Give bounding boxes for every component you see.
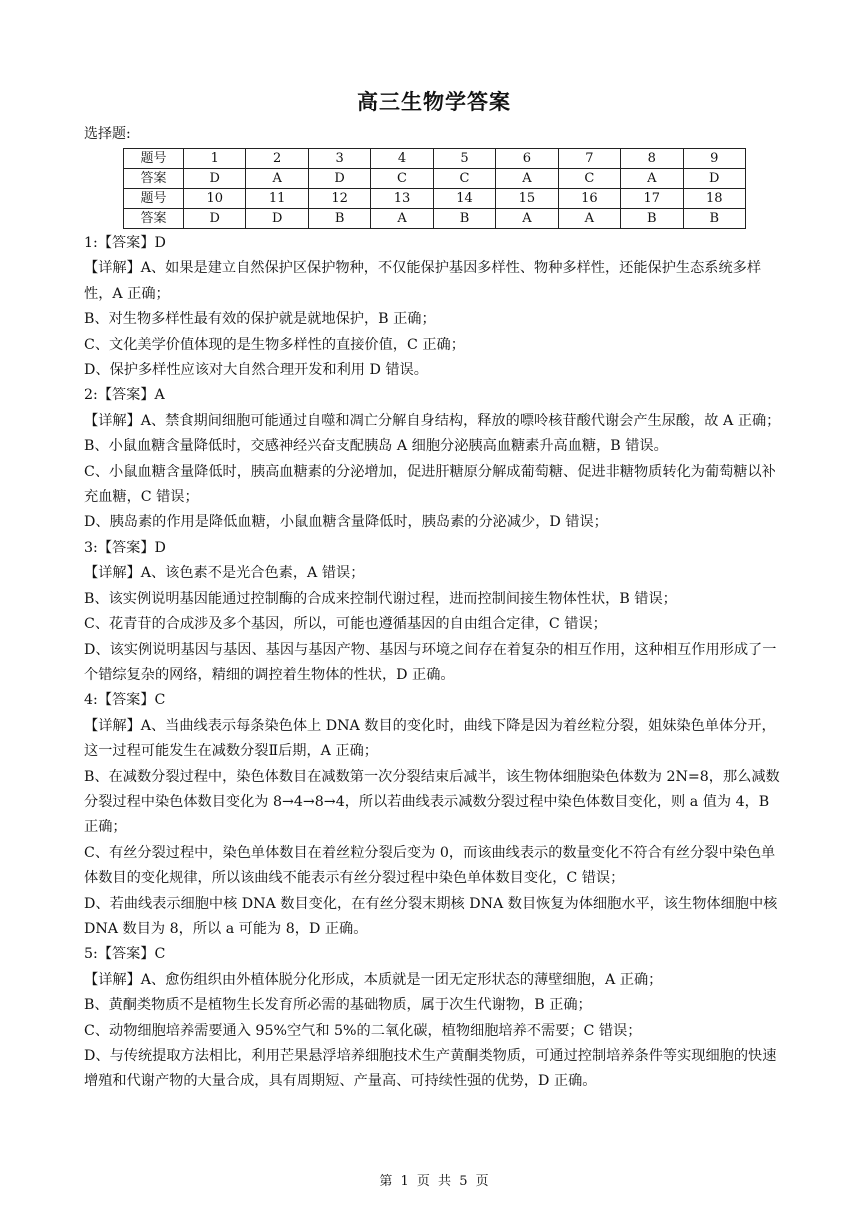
table-cell: C (433, 169, 495, 189)
row-header-cell: 题号 (124, 189, 184, 209)
table-row (124, 169, 746, 189)
table-row (124, 209, 746, 229)
row-header-cell: 答案 (124, 169, 184, 189)
explanations (84, 231, 784, 1095)
table-cell: 16 (558, 189, 620, 209)
table-cell: A (496, 209, 558, 229)
table-row (124, 189, 746, 209)
section-label: 选择题: (84, 126, 131, 142)
table-cell: B (621, 209, 683, 229)
answer-heading: 5:【答案】C (84, 946, 166, 963)
explanation-paragraph: 【详解】A、愈伤组织由外植体脱分化形成，本质就是一团无定形状态的薄壁细胞，A 正确； (84, 971, 663, 988)
table-cell: B (308, 209, 370, 229)
table-cell: 8 (621, 149, 683, 169)
table-cell: D (683, 169, 746, 189)
table-cell: 4 (371, 149, 433, 169)
table-cell: 7 (558, 149, 620, 169)
explanation-paragraph: D、若曲线表示细胞中核 DNA 数目变化，在有丝分裂末期核 DNA 数目恢复为体细胞水平，该生物体细胞中核 DNA 数目为 8，所以 a 可能为 8，D 正确。 (84, 895, 778, 937)
table-cell: A (246, 169, 308, 189)
explanation-paragraph: C、有丝分裂过程中，染色单体数目在着丝粒分裂后变为 0，而该曲线表示的数量变化不符合有丝分裂中染色单体数目的变化规律，所以该曲线不能表示有丝分裂过程中染色单体数目变化，C 错误； (84, 844, 776, 887)
table-cell: D (308, 169, 370, 189)
explanation-paragraph: B、对生物多样性最有效的保护就是就地保护，B 正确； (84, 311, 436, 328)
explanation-paragraph: 【详解】A、当曲线表示每条染色体上 DNA 数目的变化时，曲线下降是因为着丝粒分裂，姐妹染色单体分开，这一过程可能发生在减数分裂Ⅱ后期，A 正确； (84, 717, 776, 760)
table-cell: 3 (308, 149, 370, 169)
table-cell: C (558, 169, 620, 189)
table-cell: 9 (683, 149, 746, 169)
page-title: 高三生物学答案 (357, 90, 511, 114)
explanation-paragraph: B、小鼠血糖含量降低时，交感神经兴奋支配胰岛 A 细胞分泌胰高血糖素升高血糖，B 错误。 (84, 438, 668, 455)
table-cell: 17 (621, 189, 683, 209)
answer-heading: 3:【答案】D (84, 539, 166, 556)
table-cell: 5 (433, 149, 495, 169)
explanation-paragraph: 【详解】A、该色素不是光合色素，A 错误； (84, 565, 365, 582)
table-cell: 10 (184, 189, 246, 209)
explanation-paragraph: B、该实例说明基因能通过控制酶的合成来控制代谢过程，进而控制间接生物体性状，B 错误； (84, 590, 677, 607)
explanation-paragraph: B、在减数分裂过程中，染色体数目在减数第一次分裂结束后减半，该生物体细胞染色体数为 2N=8，那么减数分裂过程中染色体数目变化为 8→4→8→4，所以若曲线表示减数分裂过程中染色体数目变化，则 a 值为 4，B 正确； (84, 768, 780, 836)
explanation-paragraph: C、动物细胞培养需要通入 95%空气和 5%的二氧化碳，植物细胞培养不需要；C 错误； (84, 1022, 642, 1039)
explanation-paragraph: C、花青苷的合成涉及多个基因，所以，可能也遵循基因的自由组合定律，C 错误； (84, 616, 607, 633)
table-cell: A (371, 209, 433, 229)
table-cell: A (621, 169, 683, 189)
page-footer: 第 1 页 共 5 页 (379, 1174, 489, 1189)
table-cell: 1 (184, 149, 246, 169)
explanation-paragraph: B、黄酮类物质不是植物生长发育所必需的基础物质，属于次生代谢物，B 正确； (84, 997, 592, 1014)
explanation-paragraph: C、小鼠血糖含量降低时，胰高血糖素的分泌增加，促进肝糖原分解成葡萄糖、促进非糖物质转化为葡萄糖以补充血糖，C 错误； (84, 463, 776, 506)
table-cell: 14 (433, 189, 495, 209)
table-cell: 2 (246, 149, 308, 169)
table-cell: 6 (496, 149, 558, 169)
table-cell: B (683, 209, 746, 229)
table-cell: D (184, 209, 246, 229)
explanation-paragraph: D、该实例说明基因与基因、基因与基因产物、基因与环境之间存在着复杂的相互作用，这种相互作用形成了一个错综复杂的网络，精细的调控着生物体的性状，D 正确。 (84, 641, 777, 683)
table-cell: 18 (683, 189, 746, 209)
answer-table (123, 148, 746, 229)
explanation-paragraph: D、与传统提取方法相比，利用芒果悬浮培养细胞技术生产黄酮类物质，可通过控制培养条件等实现细胞的快速增殖和代谢产物的大量合成，具有周期短、产量高、可持续性强的优势，D 正确。 (84, 1048, 777, 1090)
table-row (124, 149, 746, 169)
table-cell: A (496, 169, 558, 189)
table-cell: B (433, 209, 495, 229)
table-cell: D (246, 209, 308, 229)
explanation-paragraph: 【详解】A、如果是建立自然保护区保护物种，不仅能保护基因多样性、物种多样性，还能保护生态系统多样性，A 正确； (84, 260, 762, 302)
explanation-paragraph: D、胰岛素的作用是降低血糖，小鼠血糖含量降低时，胰岛素的分泌减少，D 错误； (84, 514, 608, 531)
explanation-paragraph: 【详解】A、禁食期间细胞可能通过自噬和凋亡分解自身结构，释放的嘌呤核苷酸代谢会产生尿酸，故 A 正确； (84, 412, 781, 429)
answer-heading: 1:【答案】D (84, 235, 166, 251)
table-cell: D (184, 169, 246, 189)
explanation-paragraph: C、文化美学价值体现的是生物多样性的直接价值，C 正确； (84, 336, 465, 353)
table-cell: 13 (371, 189, 433, 209)
table-cell: C (371, 169, 433, 189)
row-header-cell: 题号 (124, 149, 184, 169)
table-cell: A (558, 209, 620, 229)
table-cell: 12 (308, 189, 370, 209)
table-cell: 15 (496, 189, 558, 209)
answer-heading: 2:【答案】A (84, 387, 165, 404)
row-header-cell: 答案 (124, 209, 184, 229)
explanation-paragraph: D、保护多样性应该对大自然合理开发和利用 D 错误。 (84, 362, 428, 379)
answer-heading: 4:【答案】C (84, 692, 166, 709)
table-cell: 11 (246, 189, 308, 209)
